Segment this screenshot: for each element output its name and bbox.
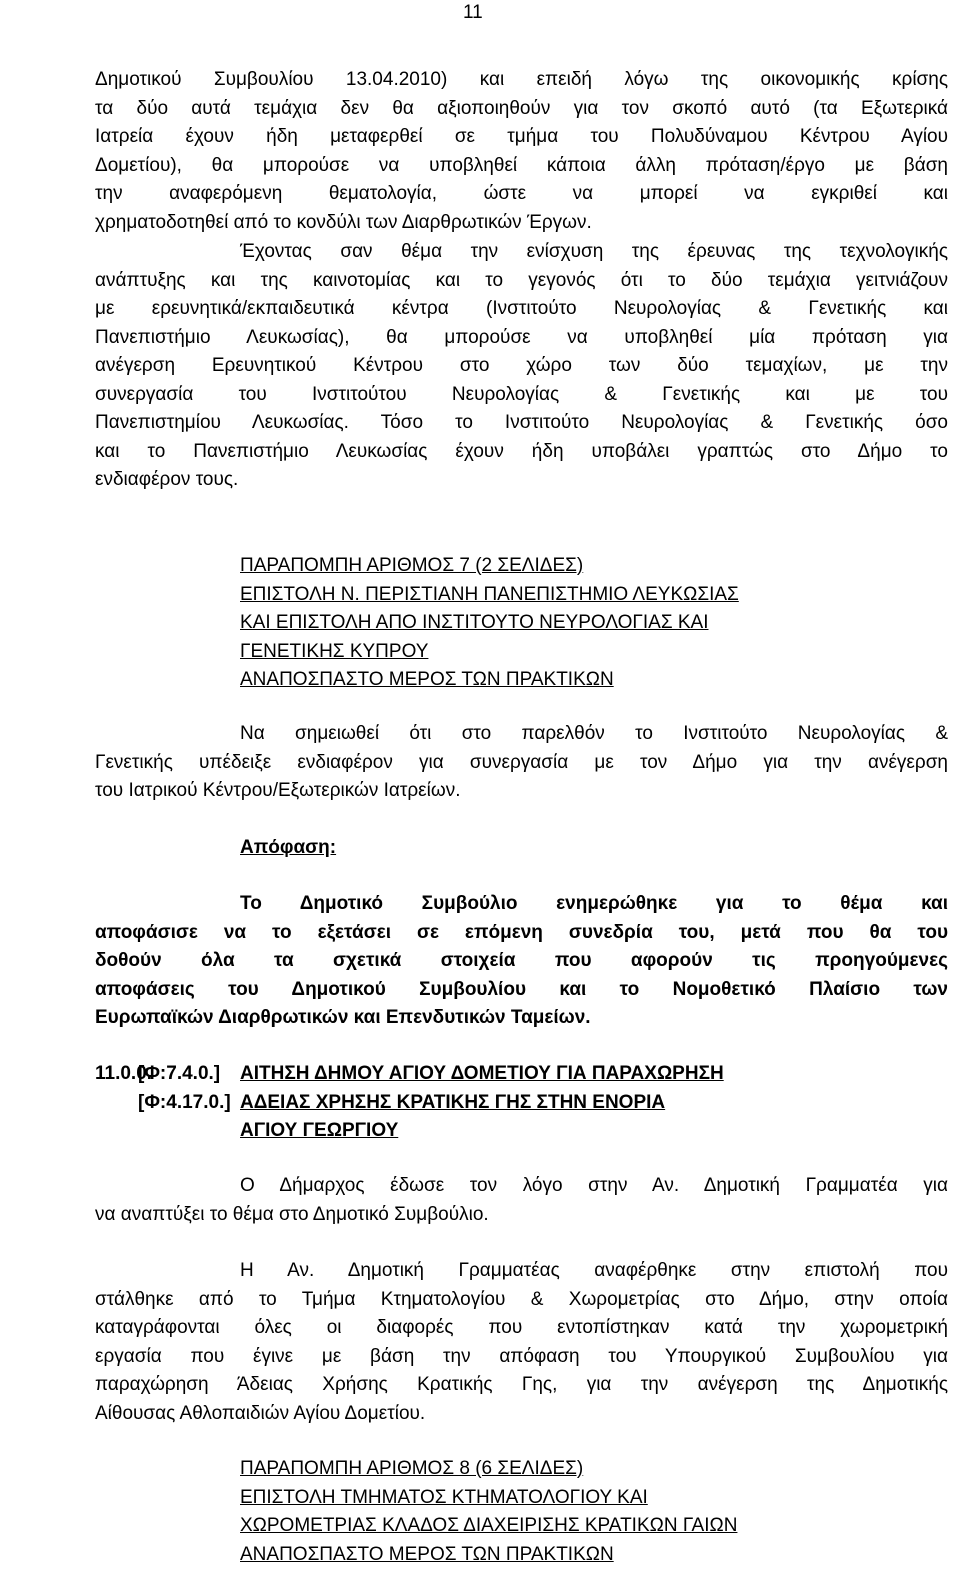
- page-number: 11: [463, 2, 483, 23]
- text-line: ΚΑΙ ΕΠΙΣΤΟΛΗ ΑΠΟ ΙΝΣΤΙΤΟΥΤΟ ΝΕΥΡΟΛΟΓΙΑΣ ΚΑΙ: [240, 612, 709, 633]
- text-line: Το Δημοτικό Συμβούλιο ενημερώθηκε για το θέμα και: [240, 893, 948, 914]
- text-line: ΠΑΡΑΠΟΜΠΗ ΑΡΙΘΜΟΣ 7 (2 ΣΕΛΙΔΕΣ): [240, 555, 584, 576]
- text-line: Έχοντας σαν θέμα την ενίσχυση της έρευνας της τεχνολογικής: [240, 241, 948, 262]
- text-line: ανέγερση Ερευνητικού Κέντρου στο χώρο των δύο τεμαχίων, με την: [95, 355, 948, 376]
- item-title: [240, 1060, 724, 1146]
- text-line: ΧΩΡΟΜΕΤΡΙΑΣ ΚΛΑΔΟΣ ΔΙΑΧΕΙΡΙΣΗΣ ΚΡΑΤΙΚΩΝ ΓΑΙΩΝ: [240, 1515, 738, 1536]
- text-line: του Ιατρικού Κέντρου/Εξωτερικών Ιατρείων.: [95, 780, 461, 801]
- text-line: στάλθηκε από το Τμήμα Κτηματολογίου & Χωρομετρίας στο Δήμο, στην οποία: [95, 1288, 948, 1310]
- reference-8: [240, 1455, 940, 1569]
- text-line: παραχώρηση Άδειας Χρήσης Κρατικής Γης, για την ανέγερση της Δημοτικής: [95, 1374, 948, 1395]
- paragraph-mayor: [95, 1172, 948, 1229]
- text-line: συνεργασία του Ινστιτούτου Νευρολογίας & Γενετικής και με του: [95, 383, 948, 405]
- text-line: και το Πανεπιστήμιο Λευκωσίας έχουν ήδη υποβάλει γραπτώς στο Δήμο το: [95, 440, 948, 462]
- text-line: ΓΕΝΕΤΙΚΗΣ ΚΥΠΡΟΥ: [240, 640, 429, 662]
- text-line: ανάπτυξης και της καινοτομίας και το γεγονός ότι το δύο τεμάχια γειτνιάζουν: [95, 269, 948, 291]
- text-line: Η Αν. Δημοτική Γραμματέας αναφέρθηκε στην επιστολή που: [240, 1260, 948, 1281]
- text-line: Δομετίου), θα μπορούσε να υποβληθεί κάποια άλλη πρόταση/έργο με βάση: [95, 154, 948, 176]
- text-line: αποφάσισε να το εξετάσει σε επόμενη συνεδρία του, μετά που θα του: [95, 921, 948, 943]
- text-line: Πανεπιστημίου Λευκωσίας. Τόσο το Ινστιτούτο Νευρολογίας & Γενετικής όσο: [95, 412, 948, 433]
- text-line: εργασία που έγινε με βάση την απόφαση του Υπουργικού Συμβουλίου για: [95, 1345, 948, 1367]
- text-line: καταγράφονται όλες οι διαφορές που εντοπίστηκαν κατά την χωρομετρική: [95, 1317, 948, 1338]
- text-line: με ερευνητικά/εκπαιδευτικά κέντρα (Ινστιτούτο Νευρολογίας & Γενετικής και: [95, 298, 948, 319]
- text-line: ΑΝΑΠΟΣΠΑΣΤΟ ΜΕΡΟΣ ΤΩΝ ΠΡΑΚΤΙΚΩΝ: [240, 1543, 614, 1565]
- item-title-line: ΑΓΙΟΥ ΓΕΩΡΓΙΟΥ: [240, 1120, 399, 1141]
- text-line: Πανεπιστήμιο Λευκωσίας), θα μπορούσε να υποβληθεί μία πρόταση για: [95, 326, 948, 348]
- text-line: Ιατρεία έχουν ήδη μεταφερθεί σε τμήμα του Πολυδύναμου Κέντρου Αγίου: [95, 126, 948, 147]
- item-codes: [138, 1060, 231, 1117]
- item-code: [Φ:4.17.0.]: [138, 1091, 231, 1113]
- item-number: 11.0.0.: [95, 1063, 153, 1084]
- paragraph-note: [95, 720, 948, 806]
- text-line: Ο Δήμαρχος έδωσε τον λόγο στην Αν. Δημοτική Γραμματέα για: [240, 1175, 948, 1196]
- text-line: Ευρωπαϊκών Διαρθρωτικών και Επενδυτικών Ταμείων.: [95, 1007, 591, 1028]
- paragraph-decision: [95, 890, 948, 1033]
- paragraph-secretary: [95, 1257, 948, 1428]
- text-line: δοθούν όλα τα σχετικά στοιχεία που αφορούν τις προηγούμενες: [95, 950, 948, 971]
- text-line: ΠΑΡΑΠΟΜΠΗ ΑΡΙΘΜΟΣ 8 (6 ΣΕΛΙΔΕΣ): [240, 1458, 584, 1479]
- text-line: ΕΠΙΣΤΟΛΗ Ν. ΠΕΡΙΣΤΙΑΝΗ ΠΑΝΕΠΙΣΤΗΜΙΟ ΛΕΥΚΩΣΙΑΣ: [240, 583, 739, 605]
- paragraph-intro: [95, 66, 948, 237]
- reference-7: [240, 552, 940, 695]
- text-line: ΑΝΑΠΟΣΠΑΣΤΟ ΜΕΡΟΣ ΤΩΝ ΠΡΑΚΤΙΚΩΝ: [240, 669, 614, 690]
- text-line: ενδιαφέρον τους.: [95, 469, 239, 490]
- text-line: αποφάσεις του Δημοτικού Συμβουλίου και το Νομοθετικό Πλαίσιο των: [95, 978, 948, 1000]
- paragraph-research-centre: [95, 238, 948, 495]
- decision-heading: Απόφαση:: [240, 837, 337, 858]
- text-line: τα δύο αυτά τεμάχια δεν θα αξιοποιηθούν για τον σκοπό αυτό (τα Εξωτερικά: [95, 97, 948, 119]
- text-line: Γενετικής υπέδειξε ενδιαφέρον για συνεργασία με τον Δήμο για την ανέγερση: [95, 751, 948, 773]
- item-code: [Φ:7.4.0.]: [138, 1063, 221, 1084]
- text-line: Αίθουσας Αθλοπαιδιών Αγίου Δομετίου.: [95, 1402, 426, 1424]
- item-title-line: ΑΙΤΗΣΗ ΔΗΜΟΥ ΑΓΙΟΥ ΔΟΜΕΤΙΟΥ ΓΙΑ ΠΑΡΑΧΩΡΗΣΗ: [240, 1063, 724, 1084]
- text-line: την αναφερόμενη θεματολογία, ώστε να μπορεί να εγκριθεί και: [95, 183, 948, 204]
- text-line: να αναπτύξει το θέμα στο Δημοτικό Συμβούλιο.: [95, 1203, 489, 1225]
- text-line: Να σημειωθεί ότι στο παρελθόν το Ινστιτούτο Νευρολογίας &: [240, 723, 948, 744]
- text-line: ΕΠΙΣΤΟΛΗ ΤΜΗΜΑΤΟΣ ΚΤΗΜΑΤΟΛΟΓΙΟΥ ΚΑΙ: [240, 1486, 648, 1508]
- text-line: Δημοτικού Συμβουλίου 13.04.2010) και επειδή λόγω της οικονομικής κρίσης: [95, 69, 948, 90]
- text-line: χρηματοδοτηθεί από το κονδύλι των Διαρθρωτικών Έργων.: [95, 211, 592, 233]
- item-title-line: ΑΔΕΙΑΣ ΧΡΗΣΗΣ ΚΡΑΤΙΚΗΣ ΓΗΣ ΣΤΗΝ ΕΝΟΡΙΑ: [240, 1091, 666, 1113]
